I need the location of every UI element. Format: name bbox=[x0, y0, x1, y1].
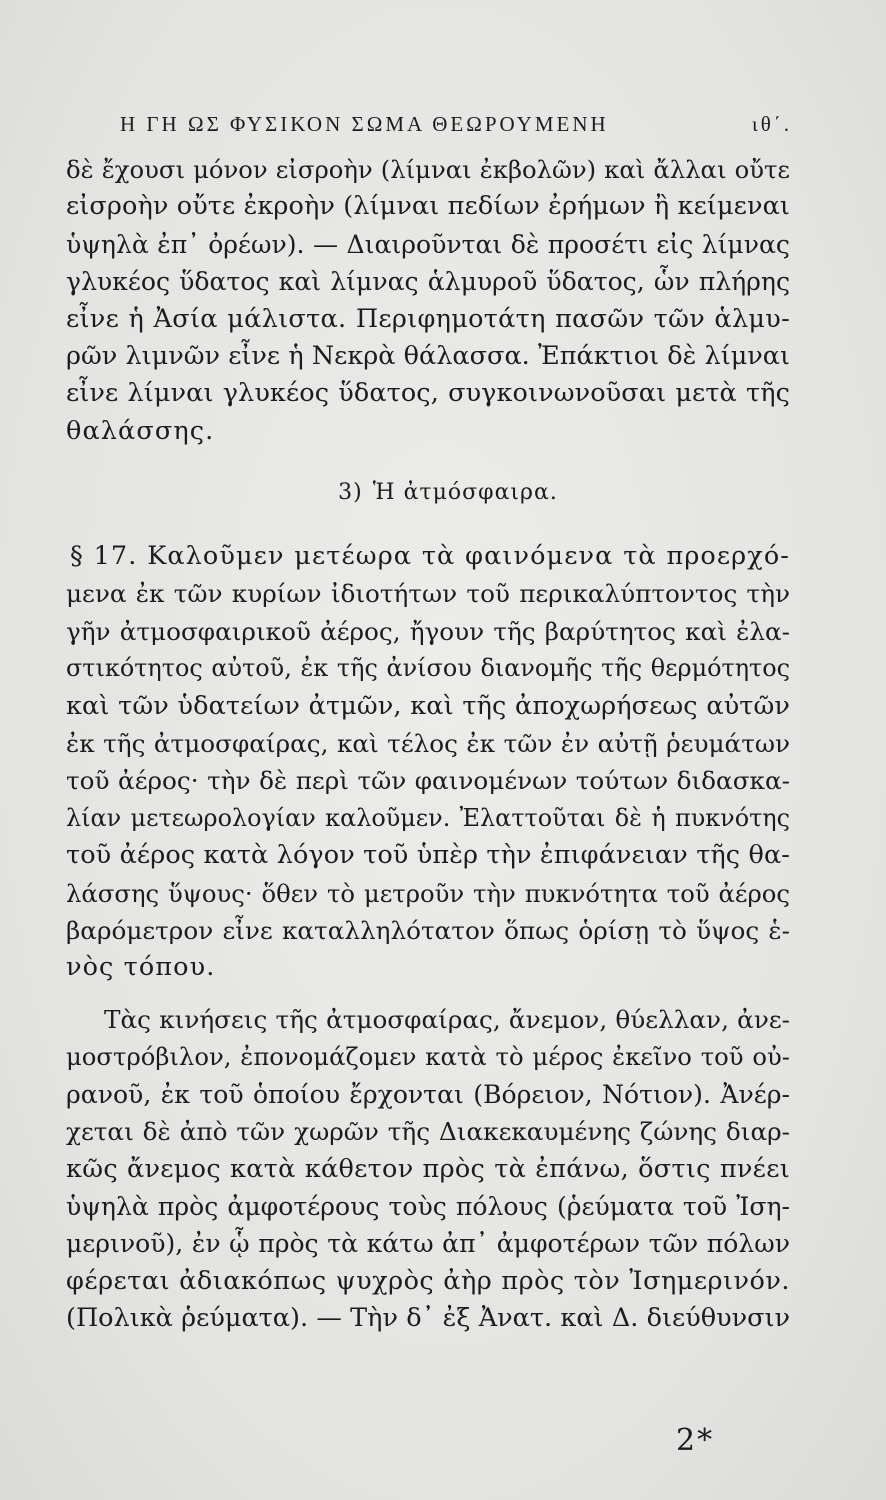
paragraph-winds bbox=[66, 1001, 790, 1338]
text-line: λίαν μετεωρολογίαν καλοῦμεν. Ἐλαττοῦται δὲ ἡ πυκνότης bbox=[66, 803, 790, 832]
text-line: στικότητος αὐτοῦ, ἐκ τῆς ἀνίσου διανομῆς τῆς θερμότητος bbox=[66, 654, 790, 683]
text-line: (Πολικὰ ῥεύματα). — Τὴν δ᾽ ἐξ Ἀνατ. καὶ Δ. διεύθυνσιν bbox=[66, 1303, 790, 1334]
running-header bbox=[120, 112, 792, 142]
text-line: ὑψηλὰ ἐπ᾽ ὀρέων). — Διαιροῦνται δὲ προσέτι εἰς λίμνας bbox=[66, 229, 790, 259]
text-line: χεται δὲ ἀπὸ τῶν χωρῶν τῆς Διακεκαυμένης ζώνης διαρ- bbox=[66, 1117, 790, 1147]
text-line: βαρόμετρον εἶνε καταλληλότατον ὅπως ὁρίσῃ τὸ ὕψος ἑ- bbox=[66, 915, 790, 945]
section-heading bbox=[0, 480, 886, 505]
text-line: δὲ ἔχουσι μόνον εἰσροὴν (λίμναι ἐκβολῶν) καὶ ἄλλαι οὔτε bbox=[66, 155, 790, 184]
text-line: ρανοῦ, ἐκ τοῦ ὁποίου ἔρχονται (Βόρειον, Νότιον). Ἀνέρ- bbox=[66, 1079, 790, 1109]
text-line: § 17. Καλοῦμεν μετέωρα τὰ φαινόμενα τὰ προερχό- bbox=[70, 541, 790, 571]
printer-signature-mark: 2* bbox=[676, 1423, 715, 1458]
running-header-title: Η ΓΗ ΩΣ ΦΥΣΙΚΟΝ ΣΩΜΑ ΘΕΩΡΟΥΜΕΝΗ bbox=[120, 112, 609, 136]
text-line: μενα ἐκ τῶν κυρίων ἰδιοτήτων τοῦ περικαλύπτοντος τὴν bbox=[66, 579, 790, 609]
page-number: ιθ΄. bbox=[752, 112, 792, 136]
text-line: θαλάσσης. bbox=[66, 415, 215, 446]
text-line: γλυκέος ὕδατος καὶ λίμνας ἁλμυροῦ ὕδατος, ὧν πλήρης bbox=[66, 267, 790, 297]
text-line: ρῶν λιμνῶν εἶνε ἡ Νεκρὰ θάλασσα. Ἐπάκτιοι δὲ λίμναι bbox=[66, 340, 790, 371]
text-line: νὸς τόπου. bbox=[66, 952, 216, 983]
section-title: Ἡ ἀτμόσφαιρα. bbox=[372, 480, 558, 505]
paragraph-meteora bbox=[66, 538, 790, 987]
text-line: εἶνε ἡ Ἀσία μάλιστα. Περιφημοτάτη πασῶν τῶν ἁλμυ- bbox=[66, 303, 790, 334]
paragraph-lakes bbox=[66, 151, 790, 450]
text-line: τοῦ ἀέρος κατὰ λόγον τοῦ ὑπὲρ τὴν ἐπιφάνειαν τῆς θα- bbox=[66, 840, 790, 871]
text-line: ἐκ τῆς ἀτμοσφαίρας, καὶ τέλος ἐκ τῶν ἐν αὐτῇ ῥευμάτων bbox=[66, 728, 790, 758]
text-line: γῆν ἀτμοσφαιρικοῦ ἀέρος, ἤγουν τῆς βαρύτητος καὶ ἐλα- bbox=[66, 616, 790, 646]
text-line: Τὰς κινήσεις τῆς ἀτμοσφαίρας, ἄνεμον, θύελλαν, ἀνε- bbox=[104, 1005, 790, 1034]
text-line: καὶ τῶν ὑδατείων ἀτμῶν, καὶ τῆς ἀποχωρήσεως αὐτῶν bbox=[66, 690, 790, 721]
text-line: ὑψηλὰ πρὸς ἀμφοτέρους τοὺς πόλους (ῥεύματα τοῦ Ἰση- bbox=[66, 1191, 790, 1221]
section-number: 3) bbox=[338, 480, 363, 505]
text-line: μοστρόβιλον, ἐπονομάζομεν κατὰ τὸ μέρος ἐκεῖνο τοῦ οὐ- bbox=[66, 1042, 790, 1072]
text-line: τοῦ ἀέρος· τὴν δὲ περὶ τῶν φαινομένων τούτων διδασκα- bbox=[66, 766, 790, 796]
text-line: εἰσροὴν οὔτε ἐκροὴν (λίμναι πεδίων ἐρήμων ἢ κείμεναι bbox=[66, 191, 790, 222]
text-line: εἶνε λίμναι γλυκέος ὕδατος, συγκοινωνοῦσαι μετὰ τῆς bbox=[66, 378, 790, 409]
text-line: μερινοῦ), ἐν ᾧ πρὸς τὰ κάτω ἀπ᾽ ἀμφοτέρων τῶν πόλων bbox=[66, 1229, 790, 1259]
text-line: φέρεται ἀδιακόπως ψυχρὸς ἀὴρ πρὸς τὸν Ἰσημερινόν. bbox=[66, 1265, 790, 1296]
text-line: λάσσης ὕψους· ὅθεν τὸ μετροῦν τὴν πυκνότητα τοῦ ἀέρος bbox=[66, 878, 790, 908]
text-line: κῶς ἄνεμος κατὰ κάθετον πρὸς τὰ ἐπάνω, ὅστις πνέει bbox=[66, 1153, 790, 1184]
